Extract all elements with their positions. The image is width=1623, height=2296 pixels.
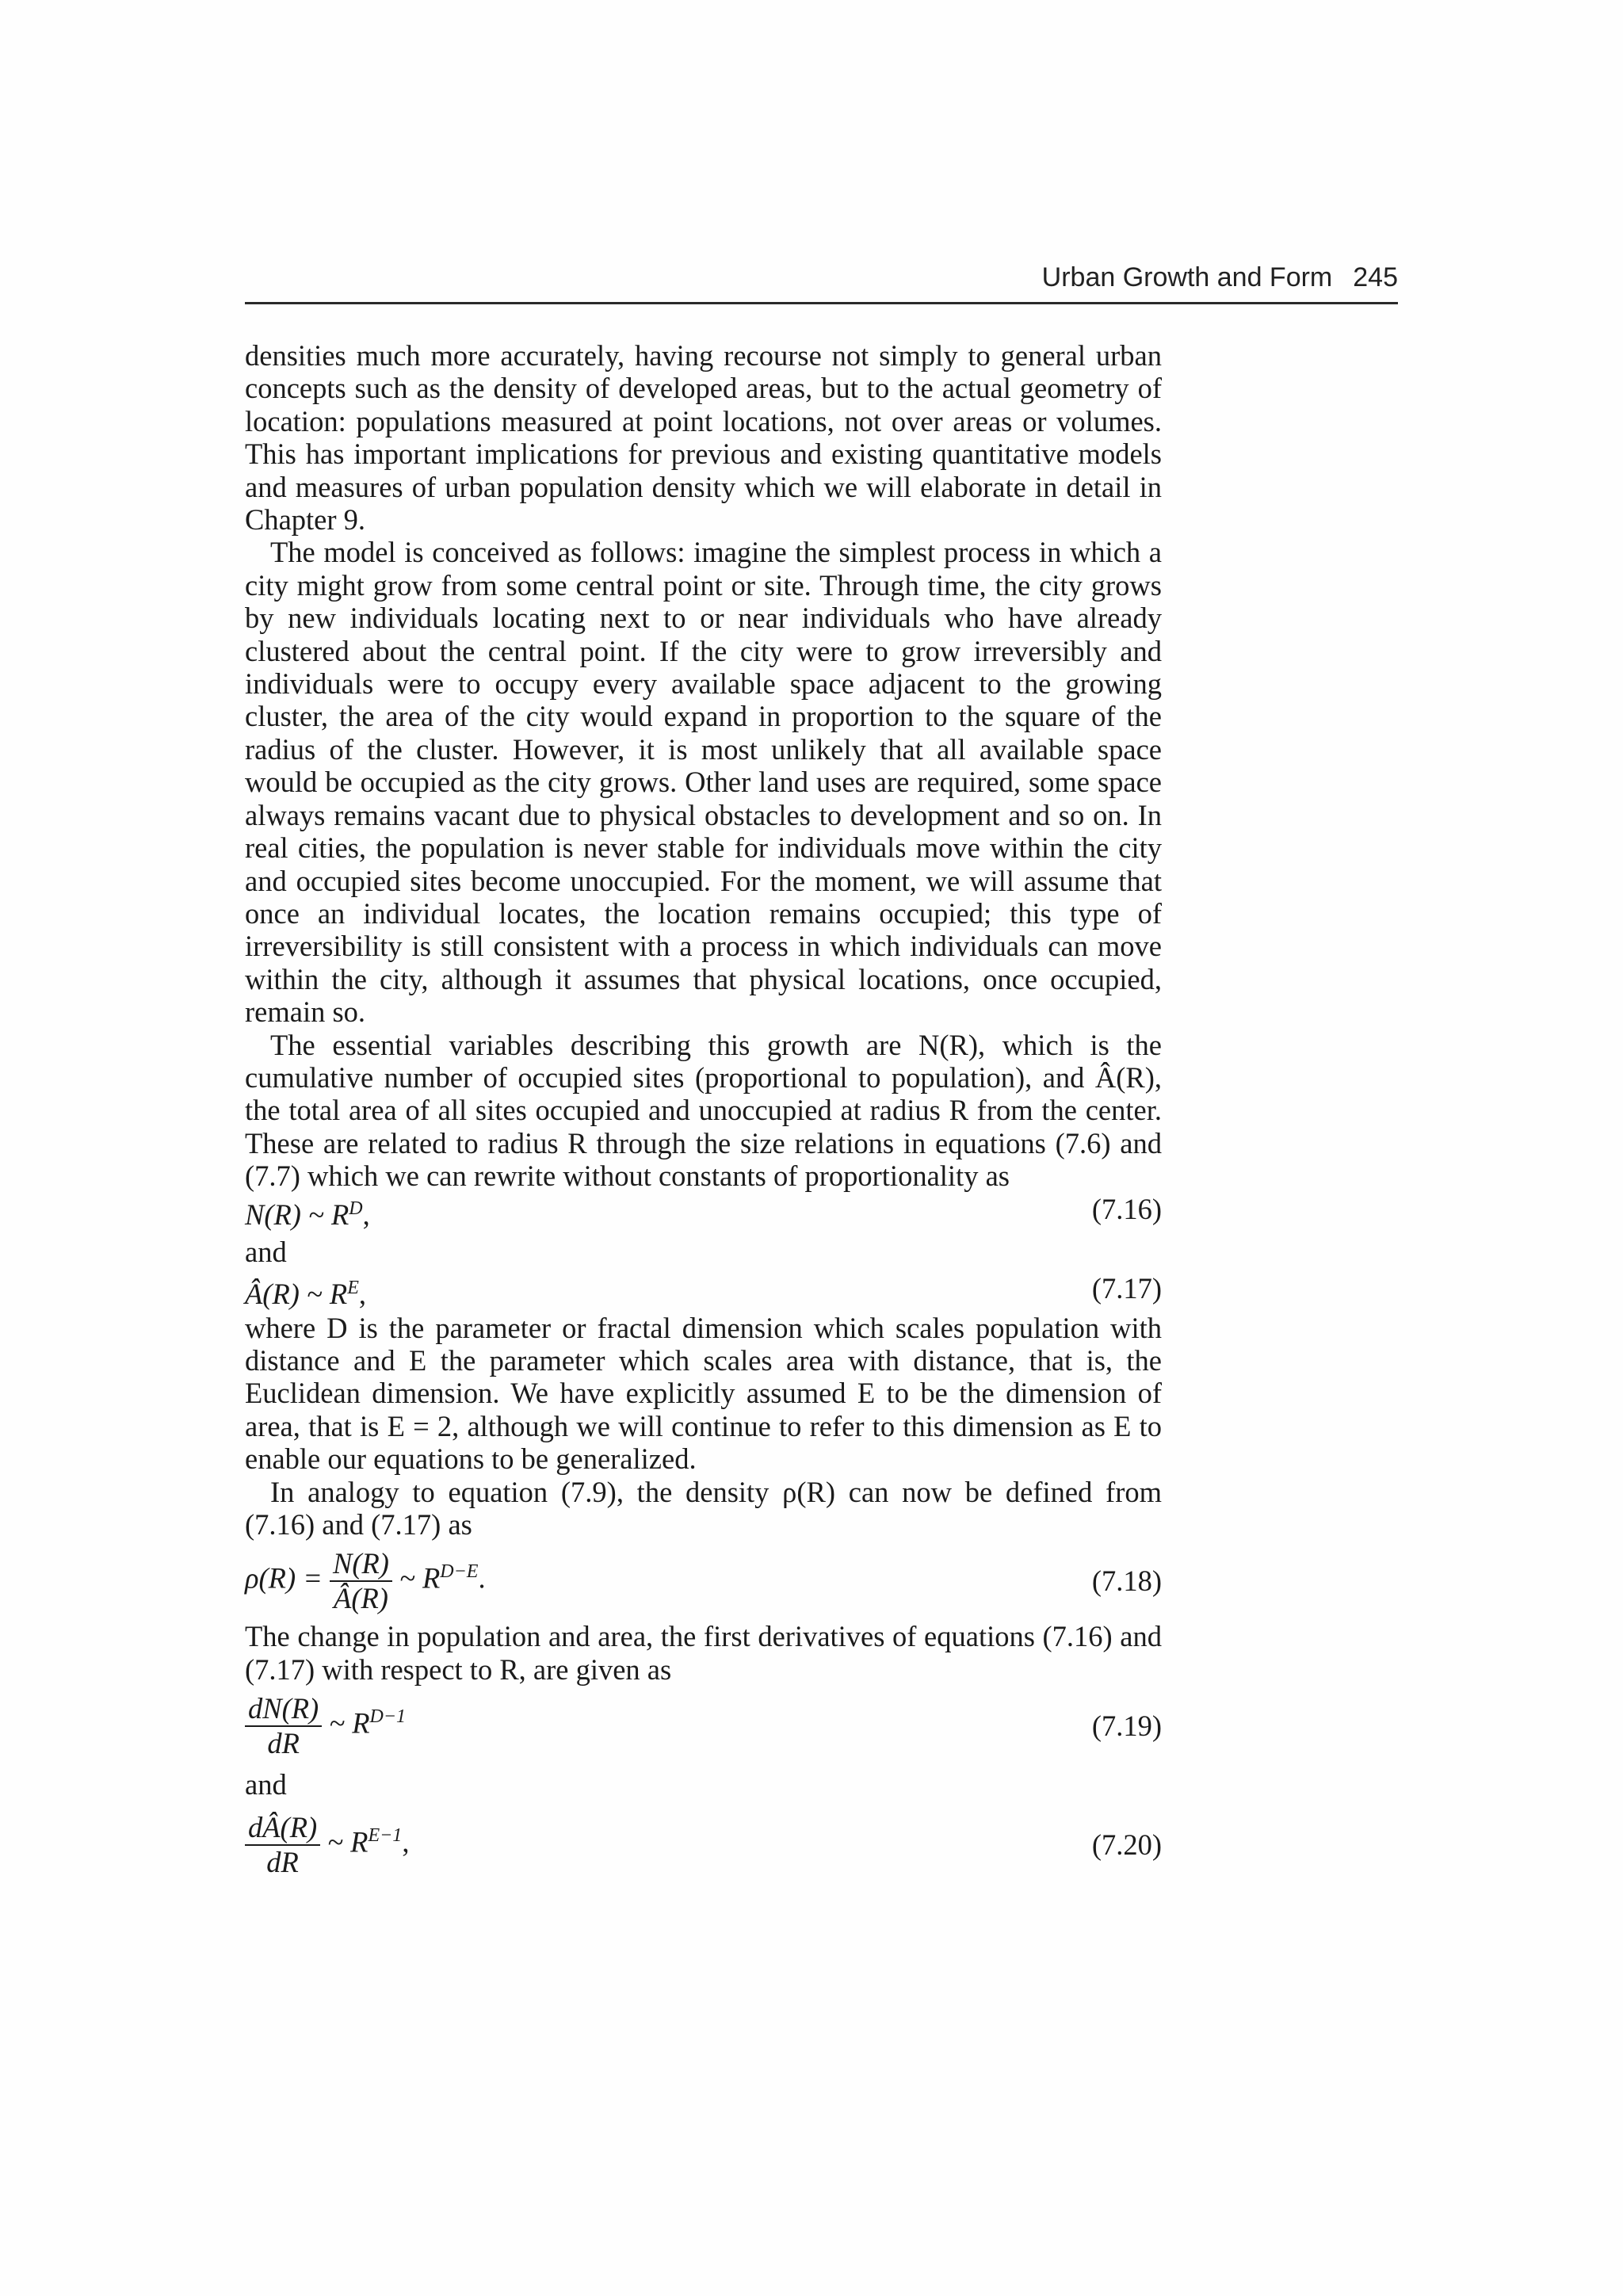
paragraph-5: In analogy to equation (7.9), the density ρ(R) can now be defined from (7.16) and (7.17) as (245, 1475, 1162, 1541)
equation-number: (7.18) (1091, 1564, 1162, 1598)
equation-body: Â(R) ~ $R^E$, (245, 1277, 366, 1310)
paragraph-2: The model is conceived as follows: imagine the simplest process in which a city might grow from some central point or site. Through time, the city grows by new individuals locating next to or near individuals who have already clustered about the central point. If the city were to grow irreversibly and individuals were to occupy every available space adjacent to the growing cluster, the area of the city would expand in proportion to the square of the radius of the cluster. However, it is most unlikely that all available space would be occupied as the city grows. Other land uses are required, some space always remains vacant due to physical obstacles to development and so on. In real cities, the population is never stable for individuals move within the city and occupied sites become unoccupied. For the moment, we will assume that once an individual locates, the location remains occupied; this type of irreversibility is still consistent with a process in which individuals can move within the city, although it assumes that physical locations, once occupied, remain so. (245, 536, 1162, 1029)
equation-7-18 (245, 1541, 1162, 1620)
equation-number: (7.19) (1091, 1710, 1162, 1743)
fraction: $\frac{dN(R)}{dR}$ (245, 1692, 322, 1760)
paragraph-6: The change in population and area, the first derivatives of equations (7.16) and (7.17) with respect to R, are given as (245, 1620, 1162, 1686)
fraction: $\frac{dÂ(R)}{dR}$ (245, 1811, 320, 1879)
paragraph-1: densities much more accurately, having recourse not simply to general urban concepts such as the density of developed areas, but to the actual geometry of location: populations measured at point locations, not over areas or volumes. This has important implications for previous and existing quantitative models and measures of urban population density which we will elaborate in detail in Chapter 9. (245, 339, 1162, 537)
equation-7-19 (245, 1686, 1162, 1765)
equation-body: N(R) ~ $R^D$, (245, 1198, 370, 1231)
equation-7-17 (245, 1272, 1162, 1312)
page-body (245, 339, 1162, 1884)
equation-body: ρ(R) = $\frac{N(R)}{Â(R)}$ ~ $R^{D-E}$. (245, 1547, 486, 1615)
connector-and: and (245, 1768, 287, 1801)
connector-and: and (245, 1235, 287, 1268)
paragraph-3: The essential variables describing this growth are N(R), which is the cumulative number of occupied sites (proportional to population), and Â(R), the total area of all sites occupied and unoccupied at radius R from the center. These are related to radius R through the size relations in equations (7.6) and (7.7) which we can rewrite without constants of proportionality as (245, 1028, 1162, 1193)
equation-number: (7.16) (1091, 1192, 1162, 1225)
header-rule (245, 302, 1398, 304)
page-number: 245 (1353, 262, 1398, 292)
running-header (245, 255, 1398, 300)
paragraph-4: where D is the parameter or fractal dimension which scales population with distance and E the parameter which scales area with distance, that is, the Euclidean dimension. We have explicitly assumed E to be the dimension of area, that is E = 2, although we will continue to refer to this dimension as E to enable our equations to be generalized. (245, 1311, 1162, 1476)
fraction: $\frac{N(R)}{Â(R)}$ (330, 1547, 392, 1615)
equation-number: (7.17) (1091, 1271, 1162, 1305)
equation-number: (7.20) (1091, 1828, 1162, 1862)
equation-body: $\frac{dÂ(R)}{dR}$ ~ $R^{E-1}$, (245, 1811, 409, 1879)
equation-7-20 (245, 1805, 1162, 1884)
running-title: Urban Growth and Form (1041, 262, 1333, 292)
equation-7-16 (245, 1193, 1162, 1232)
equation-body: $\frac{dN(R)}{dR}$ ~ $R^{D-1}$ (245, 1692, 406, 1760)
